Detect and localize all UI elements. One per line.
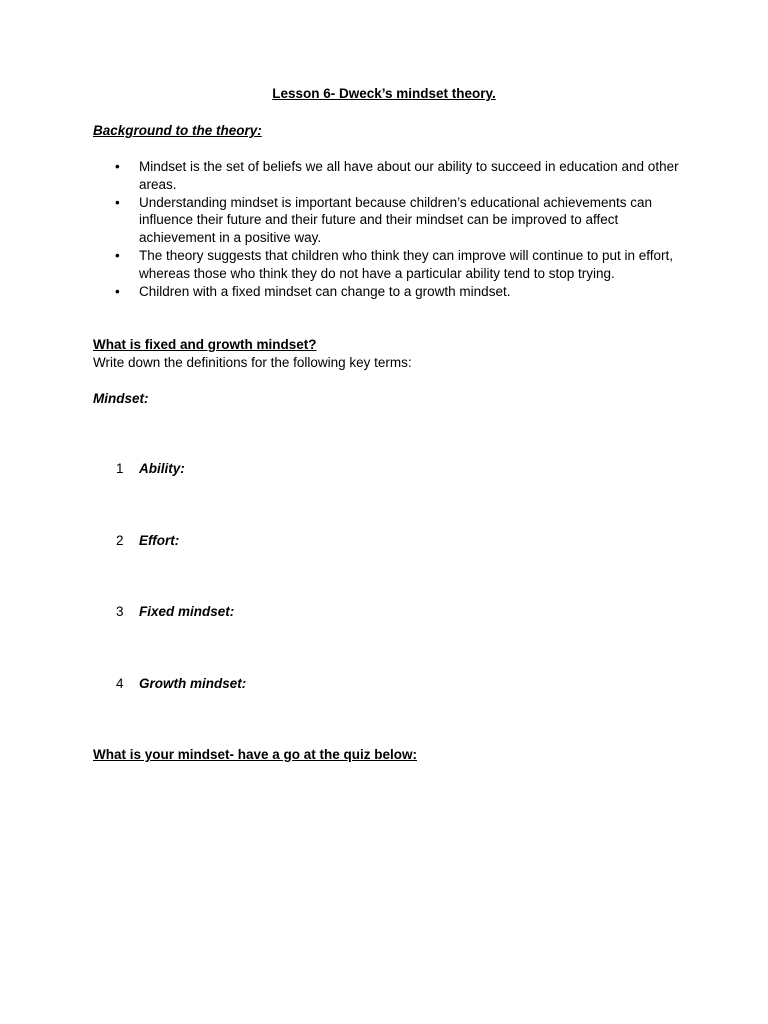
bullet-text: Mindset is the set of beliefs we all have about our ability to succeed in education and other areas. [139,159,679,192]
bullet-item [112,194,682,247]
term-ability [116,461,185,476]
instructions-text: Write down the definitions for the following key terms: [93,355,412,370]
term-label: Effort: [139,533,180,548]
bullet-text: Understanding mindset is important because children’s educational achievements can influence their future and their future and their mindset can be improved to affect achievement in a positive way. [139,194,653,246]
bullet-item [112,158,682,194]
bullet-item [112,247,682,283]
term-number: 3 [116,604,124,619]
term-number: 2 [116,533,124,548]
background-heading: Background to the theory: [93,123,262,138]
background-bullet-list [112,158,682,300]
term-number: 1 [116,461,124,476]
bullet-text: The theory suggests that children who think they can improve will continue to put in effort, whereas those who think they do not have a particular ability tend to stop trying. [139,247,674,281]
bullet-icon: • [115,159,120,174]
bullet-icon: • [115,194,120,210]
term-label: Fixed mindset: [139,604,235,619]
term-label: Growth mindset: [139,676,247,691]
fixed-growth-heading: What is fixed and growth mindset? [93,337,317,352]
term-fixed-mindset [116,604,234,619]
quiz-heading: What is your mindset- have a go at the quiz below: [93,747,418,762]
bullet-icon: • [115,247,120,263]
bullet-text: Children with a fixed mindset can change to a growth mindset. [139,283,511,299]
term-growth-mindset [116,676,246,691]
term-number: 4 [116,676,124,691]
bullet-item [112,283,682,301]
mindset-term: Mindset: [93,391,149,406]
term-label: Ability: [139,461,185,476]
bullet-icon: • [115,283,120,299]
document-title: Lesson 6- Dweck’s mindset theory. [272,86,496,101]
term-effort [116,533,179,548]
